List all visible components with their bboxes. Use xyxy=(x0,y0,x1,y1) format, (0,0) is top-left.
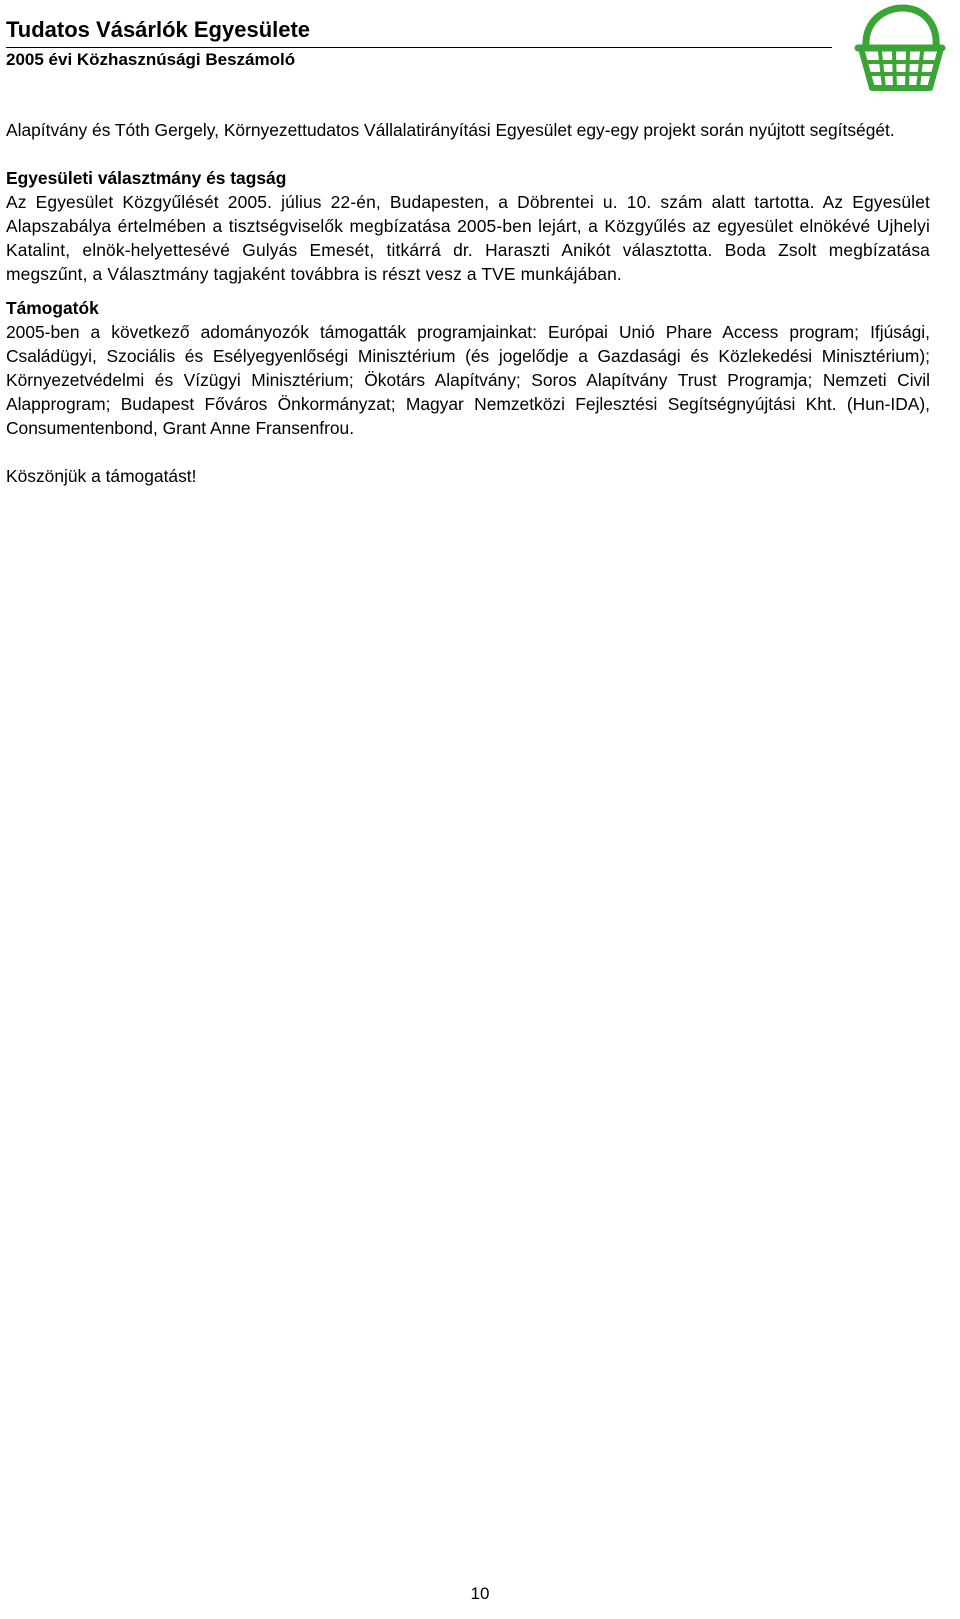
page-header xyxy=(0,0,960,100)
section-heading-membership: Egyesületi választmány és tagság xyxy=(6,168,287,188)
membership-paragraph xyxy=(6,190,930,286)
organization-title: Tudatos Vásárlók Egyesülete xyxy=(6,17,311,42)
header-divider xyxy=(6,47,832,48)
membership-text-part1: Az Egyesület Közgyűlését 2005. július 22-én, Budapesten, a Döbrentei u. 10. szám alatt tartotta. Az Egyesület Alapszabálya értelmében a tisztségviselők megbízatása 2005-ben lejárt, a Közgyűlés az egyesület elnökévé Ujhelyi Katalint, elnök-helyettesévé Gulyás Emesét, titkárrá dr. Haraszti Anikót választotta. xyxy=(6,192,930,260)
document-body xyxy=(6,118,930,488)
shopping-basket-icon xyxy=(852,4,946,94)
supporters-paragraph: 2005-ben a következő adományozók támogatták programjainkat: Európai Unió Phare Access program; Ifjúsági, Családügyi, Szociális és Esélyegyenlőségi Minisztérium (és jogelődje a Gazdasági és Közlekedési Minisztérium); Környezetvédelmi és Vízügyi Minisztérium; Ökotárs Alapítvány; Soros Alapítvány Trust Programja; Nemzeti Civil Alapprogram; Budapest Főváros Önkormányzat; Magyar Nemzetközi Fejlesztési Segítségnyújtási Kht. (Hun-IDA), Consumentenbond, Grant Anne Fransenfrou. xyxy=(6,322,930,438)
closing-line: Köszönjük a támogatást! xyxy=(6,466,197,486)
membership-text-part2: Boda Zsolt megbízatása megszűnt, a Választmány tagjaként továbbra is részt vesz a TVE munkájában. xyxy=(6,240,930,284)
page-number: 10 xyxy=(470,1584,490,1603)
intro-paragraph: Alapítvány és Tóth Gergely, Környezettudatos Vállalatirányítási Egyesület egy-egy projekt során nyújtott segítségét. xyxy=(6,120,895,140)
section-heading-supporters: Támogatók xyxy=(6,298,99,318)
report-subtitle: 2005 évi Közhasznúsági Beszámoló xyxy=(6,50,296,69)
